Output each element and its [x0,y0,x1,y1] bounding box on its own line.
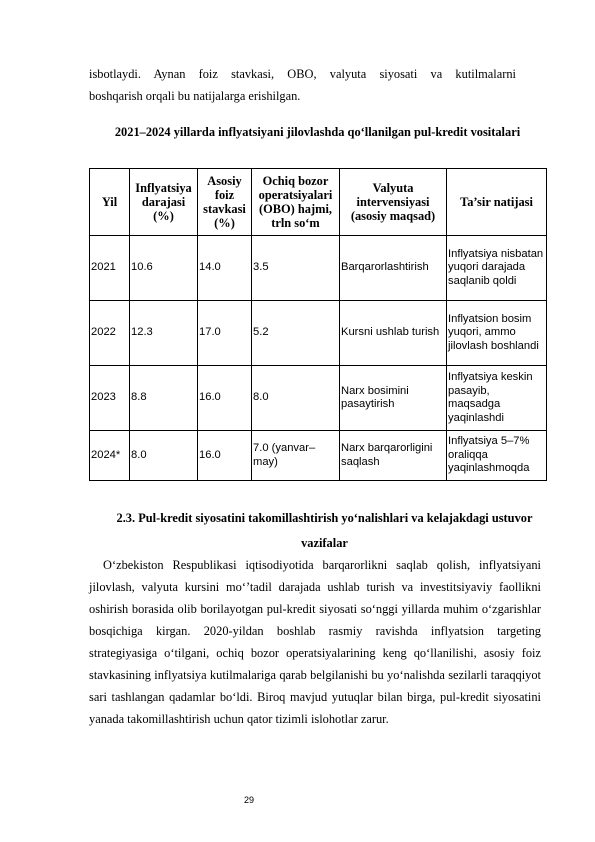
cell-effect: Inflyatsiya keskin pasayib, maqsadga yaqinlashdi [447,366,547,431]
table-caption: 2021–2024 yillarda inflyatsiyani jilovlashda qo‘llanilgan pul-kredit vositalari [114,125,521,139]
cell-policy-rate: 16.0 [198,431,252,481]
cell-effect: Inflyatsion bosim yuqori, ammo jilovlash boshlandi [447,301,547,366]
body-paragraph: O‘zbekiston Respublikasi iqtisodiyotida barqarorlikni saqlab qolish, inflyatsiyani jilovlash, valyuta kursini mo‘’tadil darajada ushlab turish va investitsiyaviy faollikni oshirish borasida olib borilayotgan pul-kredit siyosati so‘nggi yillarda muhim o‘zgarishlar bosqichiga kirgan. 2020-yildan boshlab rasmiy ravishda inflyatsion targeting strategiyasiga o‘tilgani, ochiq bozor operatsiyalarining keng qo‘llanilishi, asosiy foiz stavkasining inflyatsiya kutilmalariga qarab belgilanishi bu yo‘nalishda sezilarli taraqqiyot sari tashlangan qadamlar bo‘ldi. Biroq mavjud yutuqlar bilan birga, pul-kredit siyosatini yanada takomillashtirish uchun qator tizimli islohotlar zarur. [89,558,541,726]
cell-omo-volume: 3.5 [252,236,340,301]
cell-fx-intervention: Narx barqarorligini saqlash [340,431,447,481]
cell-policy-rate: 17.0 [198,301,252,366]
cell-year: 2021 [90,236,130,301]
table-row [90,366,547,431]
header-year: Yil [90,169,130,236]
page-number: 29 [244,795,255,805]
header-effect: Ta’sir natijasi [447,169,547,236]
intro-line: boshqarish orqali bu natijalarga erishilgan. [89,89,301,103]
cell-fx-intervention: Kursni ushlab turish [340,301,447,366]
table-row [90,236,547,301]
cell-policy-rate: 16.0 [198,366,252,431]
table-row [90,301,547,366]
cell-omo-volume: 7.0 (yanvar–may) [252,431,340,481]
cell-policy-rate: 14.0 [198,236,252,301]
cell-effect: Inflyatsiya 5–7% oraliqqa yaqinlashmoqda [447,431,547,481]
table-row [90,431,547,481]
inflation-tools-table [89,168,547,481]
intro-paragraph [89,63,516,107]
cell-effect: Inflyatsiya nisbatan yuqori darajada saqlanib qoldi [447,236,547,301]
header-fx-intervention: Valyuta intervensiyasi (asosiy maqsad) [340,169,447,236]
cell-inflation: 12.3 [130,301,198,366]
cell-year: 2022 [90,301,130,366]
cell-inflation: 8.8 [130,366,198,431]
cell-inflation: 8.0 [130,431,198,481]
table-header-row [90,169,547,236]
cell-year: 2024* [90,431,130,481]
cell-fx-intervention: Narx bosimini pasaytirish [340,366,447,431]
cell-inflation: 10.6 [130,236,198,301]
header-omo-volume: Ochiq bozor operatsiyalari (OBO) hajmi, trln so‘m [252,169,340,236]
cell-fx-intervention: Barqarorlashtirish [340,236,447,301]
header-policy-rate: Asosiy foiz stavkasi (%) [198,169,252,236]
section-heading: 2.3. Pul-kredit siyosatini takomillashtirish yo‘nalishlari va kelajakdagi ustuvor vazifalar [116,511,533,550]
cell-year: 2023 [90,366,130,431]
intro-line: isbotlaydi. Aynan foiz stavkasi, OBO, valyuta siyosati va kutilmalarni [89,67,516,81]
cell-omo-volume: 8.0 [252,366,340,431]
cell-omo-volume: 5.2 [252,301,340,366]
header-inflation: Inflyatsiya darajasi (%) [130,169,198,236]
